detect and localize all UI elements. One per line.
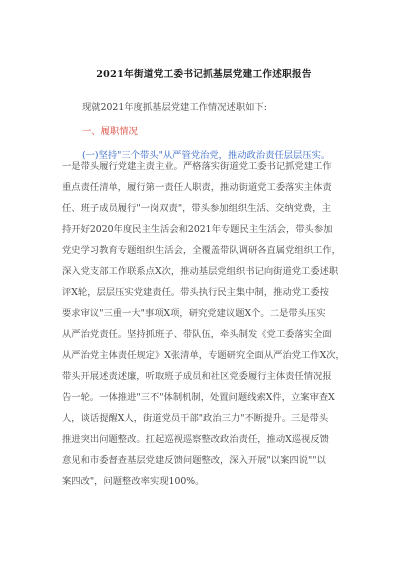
- document-title: 2021年街道党工委书记抓基层党建工作述职报告: [96, 69, 312, 80]
- body-line: 一是带头履行党建主责主业。严格落实街道党工委书记抓党建工作: [62, 161, 332, 172]
- body-line: 评X轮，层层压实党建责任。带头执行民主集中制，推动党工委按: [62, 287, 329, 298]
- body-line: 从严治党主体责任规定》X张清单，专题研究全面从严治党工作X次，: [62, 350, 345, 361]
- body-line: 任、班子成员履行"一岗双责"，带头参加组织生活、交纳党费，主: [62, 203, 331, 214]
- body-line: 意见和市委督查基层党建反馈问题整改，深入开展"以案四说""以: [62, 455, 326, 466]
- body-line: 带头开展述责述廉，听取班子成员和社区党委履行主体责任情况报: [62, 371, 332, 382]
- body-line: 持开好2020年度民主生活会和2021年专题民主生活会，带头参加: [62, 224, 333, 235]
- body-line: 要求审议"三重一大"事项X项，研究党建议题X个。二是带头压实: [62, 308, 326, 319]
- body-line: 党史学习教育专题组织生活会，全覆盖带队调研各直属党组织工作，: [62, 245, 341, 256]
- intro-paragraph: 现就2021年度抓基层党建工作情况述职如下:: [82, 102, 267, 113]
- body-line: 告一轮。一体推进"三不"体制机制，处置问题线索X件，立案审查X: [62, 392, 335, 403]
- body-line: 人，谈话提醒X人，街道党员干部"政治三力"不断提升。三是带头: [62, 413, 329, 424]
- body-line: 从严治党责任。坚持抓班子、带队伍，牵头制发《党工委落实全面: [62, 329, 332, 340]
- body-line: 深入党支部工作联系点X次，推动基层党组织书记向街道党工委述职: [62, 266, 339, 277]
- body-line: 案四改"，问题整改率实现100%。: [62, 476, 205, 487]
- section-heading: 一、履职情况: [82, 126, 138, 137]
- body-line: 推进突出问题整改。扛起巡视巡察整改政治责任，推动X巡视反馈: [62, 434, 329, 445]
- subsection-heading: (一)坚持"三个带头"从严管党治党，推动政治责任层层压实。: [82, 150, 331, 161]
- body-line: 重点责任清单，履行第一责任人职责，推动街道党工委落实主体责: [62, 182, 332, 193]
